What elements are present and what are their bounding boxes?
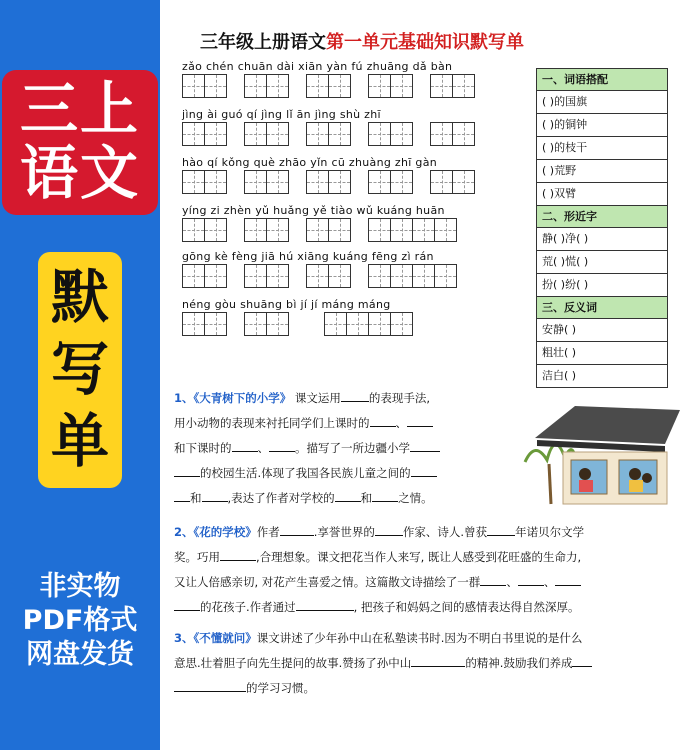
writing-grid xyxy=(368,170,414,196)
writing-cell xyxy=(368,312,391,336)
blank xyxy=(410,439,440,452)
blank xyxy=(341,389,369,402)
school-illustration xyxy=(515,400,683,510)
writing-cell xyxy=(244,74,267,98)
writing-cell xyxy=(390,264,413,288)
text: 的校园生活.体现了我国各民族儿童之间的 xyxy=(200,466,411,480)
writing-cell xyxy=(306,122,329,146)
student-head xyxy=(642,473,652,483)
writing-cell xyxy=(204,122,227,146)
vertical-char-3: 单 xyxy=(50,407,109,475)
question-3-title: 3、《不懂就问》 xyxy=(174,631,257,645)
writing-cell xyxy=(182,264,205,288)
exercise-table xyxy=(536,68,668,388)
writing-grid xyxy=(244,264,290,290)
writing-cell xyxy=(182,122,205,146)
title-black-part: 三年级上册语文 xyxy=(200,32,326,53)
text: 年诺贝尔文学 xyxy=(515,525,585,539)
writing-grid xyxy=(306,122,352,148)
section3-item: 洁白( ) xyxy=(542,369,577,382)
blank xyxy=(174,679,246,692)
title-red-part: 第一单元基础知识默写单 xyxy=(326,32,524,53)
writing-grid xyxy=(306,170,352,196)
writing-grid xyxy=(182,264,228,290)
text: 用小动物的表现来衬托同学们上课时的 xyxy=(174,416,370,430)
writing-cell xyxy=(244,122,267,146)
writing-grid xyxy=(182,312,228,338)
writing-cell xyxy=(182,74,205,98)
writing-cell xyxy=(204,74,227,98)
student-body xyxy=(579,480,593,492)
vertical-char-1: 默 xyxy=(50,263,109,331)
question-3-line-1 xyxy=(174,627,684,649)
badge-line-2: 语文 xyxy=(19,139,140,207)
writing-cell xyxy=(204,218,227,242)
writing-grid xyxy=(430,170,476,196)
blank xyxy=(411,654,465,667)
blank xyxy=(202,489,228,502)
section3-header: 三、反义词 xyxy=(537,297,667,319)
text: .享誉世界的 xyxy=(313,525,375,539)
section1-item: ( )的国旗 xyxy=(537,91,667,114)
writing-cell xyxy=(328,122,351,146)
writing-cell xyxy=(306,74,329,98)
question-3-line-2 xyxy=(174,652,684,674)
pinyin-row-2: jìng ài guó qí jìng lǐ ān jìng shù zhī xyxy=(182,108,381,121)
writing-cell xyxy=(306,264,329,288)
writing-cell xyxy=(328,74,351,98)
writing-cell xyxy=(266,74,289,98)
writing-cell xyxy=(244,170,267,194)
text: 作者 xyxy=(256,525,280,539)
writing-grid xyxy=(182,74,228,100)
vertical-char-2: 写 xyxy=(50,335,109,403)
writing-cell xyxy=(204,170,227,194)
student-head xyxy=(629,468,641,480)
text: 的精神.鼓励我们养成 xyxy=(465,656,573,670)
blank xyxy=(296,598,354,611)
writing-cell xyxy=(266,264,289,288)
blank xyxy=(518,573,544,586)
blank xyxy=(375,523,403,536)
section2-item: 扮( )纷( ) xyxy=(537,274,667,297)
pinyin-row-3: hào qí kǒng què zhāo yǐn cū zhuàng zhī gàn xyxy=(182,156,438,169)
student-head xyxy=(579,468,591,480)
writing-cell xyxy=(368,170,391,194)
text: 课文运用 xyxy=(294,391,341,405)
writing-cell xyxy=(390,312,413,336)
text: 、 xyxy=(543,575,556,589)
blank xyxy=(372,489,398,502)
pinyin-row-5: gōng kè fèng jiā hú xiāng kuáng fēng zì rán xyxy=(182,250,434,263)
text: 的学习习惯。 xyxy=(246,681,315,695)
text: 又让人倍感亲切, 对花产生喜爱之情。这篇散文诗描绘了一群 xyxy=(174,575,481,589)
blank xyxy=(370,414,396,427)
writing-cell xyxy=(368,218,391,242)
section1-item: ( )荒野 xyxy=(537,160,667,183)
writing-cell xyxy=(390,122,413,146)
section1-item: ( )的铜钟 xyxy=(537,114,667,137)
writing-grid xyxy=(430,122,476,148)
question-2-line-3 xyxy=(174,571,684,593)
writing-grid xyxy=(244,218,290,244)
blank xyxy=(174,489,190,502)
writing-grid xyxy=(368,218,460,244)
writing-cell xyxy=(266,170,289,194)
text: 、 xyxy=(257,441,269,455)
writing-grid xyxy=(244,312,290,338)
question-2-line-4 xyxy=(174,596,684,618)
writing-cell xyxy=(430,170,453,194)
writing-grid xyxy=(306,264,352,290)
text: 意思.壮着胆子向先生提问的故事.赞扬了孙中山 xyxy=(174,656,412,670)
question-2-title: 2、《花的学校》 xyxy=(174,525,257,539)
palm-trunk xyxy=(549,464,551,504)
writing-grid xyxy=(182,122,228,148)
text: 和 xyxy=(190,491,202,505)
blank xyxy=(174,598,200,611)
section2-header: 二、形近字 xyxy=(537,206,667,228)
question-3-line-3 xyxy=(174,677,684,699)
bottom-line-2: PDF格式 xyxy=(22,605,138,636)
writing-cell xyxy=(182,312,205,336)
blank xyxy=(335,489,361,502)
question-2-line-2 xyxy=(174,546,684,568)
writing-grid xyxy=(368,264,460,290)
writing-cell xyxy=(324,312,347,336)
writing-cell xyxy=(266,122,289,146)
title-badge xyxy=(2,70,158,215)
writing-cell xyxy=(430,122,453,146)
writing-cell xyxy=(390,170,413,194)
blank xyxy=(232,439,258,452)
text: 和 xyxy=(360,491,373,505)
writing-grid xyxy=(244,170,290,196)
text: 的表现手法, xyxy=(368,391,431,405)
bottom-line-1: 非实物 xyxy=(39,571,121,602)
blank xyxy=(572,654,592,667)
writing-cell xyxy=(452,122,475,146)
pinyin-row-6: néng gòu shuāng bì jí jí máng máng xyxy=(182,298,391,311)
blank xyxy=(220,548,256,561)
text: ,合理想象。课文把花当作人来写, 既让人感受到花旺盛的生命力, xyxy=(256,550,582,564)
writing-cell xyxy=(204,264,227,288)
writing-cell xyxy=(412,264,435,288)
text: 之情。 xyxy=(398,491,433,505)
section3-item: 粗壮( ) xyxy=(537,342,667,365)
writing-grid xyxy=(430,74,476,100)
pinyin-row-4: yíng zi zhèn yǔ huǎng yě tiào wǔ kuáng huān xyxy=(182,204,445,217)
text: 和下课时的 xyxy=(174,441,232,455)
text: 、 xyxy=(506,575,518,589)
writing-cell xyxy=(452,170,475,194)
writing-cell xyxy=(346,312,369,336)
blank xyxy=(487,523,515,536)
page-title xyxy=(200,28,524,54)
question-2-line-1 xyxy=(174,521,684,543)
text: 、 xyxy=(395,416,407,430)
text: 。描写了一所边疆小学 xyxy=(295,441,410,455)
text: 课文讲述了少年孙中山在私塾读书时.因为不明白书里说的是什么 xyxy=(256,631,583,645)
vertical-label xyxy=(38,252,122,488)
writing-cell xyxy=(244,312,267,336)
writing-cell xyxy=(328,264,351,288)
writing-cell xyxy=(244,264,267,288)
writing-grid xyxy=(182,218,228,244)
text: ,表达了作者对学校的 xyxy=(227,491,335,505)
section1-item: ( )双臂 xyxy=(537,183,667,206)
writing-cell xyxy=(266,312,289,336)
student-body xyxy=(629,480,643,492)
writing-cell xyxy=(306,170,329,194)
writing-cell xyxy=(430,74,453,98)
writing-cell xyxy=(306,218,329,242)
writing-cell xyxy=(328,218,351,242)
blank xyxy=(555,573,581,586)
writing-grid xyxy=(244,122,290,148)
writing-cell xyxy=(182,218,205,242)
writing-cell xyxy=(390,74,413,98)
question-1-title: 1、《大青树下的小学》 xyxy=(174,391,292,405)
section2-item: 荒( )慌( ) xyxy=(537,251,667,274)
writing-cell xyxy=(434,218,457,242)
writing-cell xyxy=(368,122,391,146)
writing-cell xyxy=(182,170,205,194)
writing-cell xyxy=(204,312,227,336)
blank xyxy=(407,414,433,427)
blank xyxy=(480,573,506,586)
blank xyxy=(174,464,200,477)
writing-grid xyxy=(368,122,414,148)
badge-line-1: 三上 xyxy=(19,75,140,143)
writing-grid xyxy=(324,312,416,338)
writing-cell xyxy=(368,74,391,98)
blank xyxy=(411,464,437,477)
writing-cell xyxy=(434,264,457,288)
writing-grid xyxy=(182,170,228,196)
section1-item: ( )的枝干 xyxy=(537,137,667,160)
section1-header: 一、词语搭配 xyxy=(537,69,667,91)
writing-grid xyxy=(244,74,290,100)
section2-item: 静( )净( ) xyxy=(537,228,667,251)
writing-cell xyxy=(244,218,267,242)
writing-cell xyxy=(412,218,435,242)
writing-grid xyxy=(368,74,414,100)
worksheet-page xyxy=(160,0,692,750)
promo-sidebar xyxy=(0,0,160,750)
blank xyxy=(280,523,314,536)
writing-cell xyxy=(368,264,391,288)
tiled-roof xyxy=(535,406,680,444)
section3-item: 安静( ) xyxy=(537,319,667,342)
writing-cell xyxy=(266,218,289,242)
pinyin-row-1: zǎo chén chuān dài xiān yàn fú zhuāng dǎ bàn xyxy=(182,60,453,73)
writing-grid xyxy=(306,218,352,244)
writing-cell xyxy=(390,218,413,242)
text: , 把孩子和妈妈之间的感情表达得自然深厚。 xyxy=(353,600,580,614)
text: 奖。巧用 xyxy=(174,550,220,564)
text: 作家、诗人.曾获 xyxy=(402,525,488,539)
writing-cell xyxy=(328,170,351,194)
bottom-line-3: 网盘发货 xyxy=(26,639,134,670)
writing-grid xyxy=(306,74,352,100)
text: 的花孩子.作者通过 xyxy=(200,600,296,614)
writing-cell xyxy=(452,74,475,98)
blank xyxy=(269,439,295,452)
